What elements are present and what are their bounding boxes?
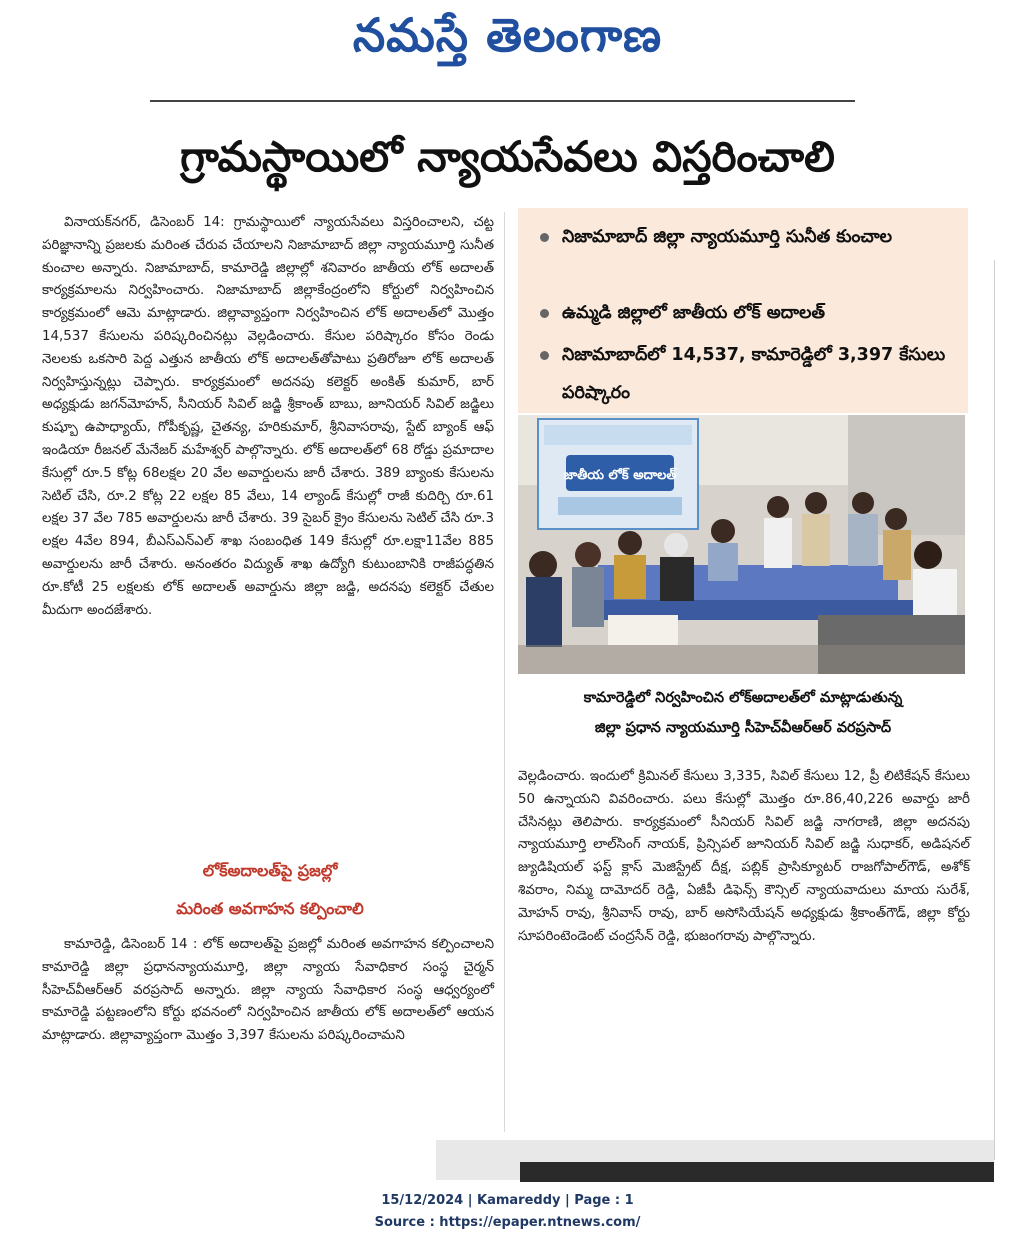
masthead-rule: [150, 100, 855, 102]
photo-banner-text: జాతీయ లోక్ అదాలత్: [563, 468, 677, 483]
page-footer: [0, 1190, 1015, 1234]
highlight-item: నిజామాబాద్‌లో 14,537, కామారెడ్డిలో 3,397 కేసులు పరిష్కారం: [540, 336, 960, 412]
highlight-item: నిజామాబాద్ జిల్లా న్యాయమూర్తి సునీత కుంచాల: [540, 218, 960, 256]
photo-caption: [518, 683, 968, 743]
article-paragraph-3: వెల్లడించారు. ఇందులో క్రిమినల్ కేసులు 3,335, సివిల్ కేసులు 12, ప్రీ లిటికేషన్ కేసులు 50 ఉన్నాయని వివరించారు. పలు కేసుల్లో మొత్తం రూ.86,40,226 అవార్డు జారీ చేసినట్లు తెలిపారు. కార్యక్రమంలో సీనియర్ సివిల్ జడ్జి నాగరాణి, జిల్లా అదనపు న్యాయమూర్తి లాల్‌సింగ్ నాయక్, ప్రిన్సిపల్ జూనియర్ సివిల్ జడ్జి సుధాకర్, అడిషనల్ జ్యుడిషియల్ ఫస్ట్ క్లాస్ మెజిస్ట్రేట్ దీక్ష, పబ్లిక్ ప్రాసిక్యూటర్ రాజగోపాల్‌గౌడ్, అశోక్ శివరాం, నిమ్మ దామోదర్ రెడ్డి, ఏజీపీ డిఫెన్స్ కౌన్సిల్ న్యాయవాదులు మాయ సురేశ్, మోహన్ రావు, శ్రీనివాస్ రావు, బార్ అసోసియేషన్ అధ్యక్షుడు శ్రీకాంత్‌గౌడ్, జిల్లా కోర్టు సూపరింటెండెంట్ చంద్రసేన్ రెడ్డి, భుజంగరావు పాల్గొన్నారు.: [518, 769, 970, 944]
page-edge-line: [994, 260, 995, 1160]
article-headline: గ్రామస్థాయిలో న్యాయసేవలు విస్తరించాలి: [180, 132, 835, 181]
event-photo: [518, 415, 965, 674]
article-paragraph-2: కామారెడ్డి, డిసెంబర్ 14 : లోక్ అదాలత్‌పై ప్రజల్లో మరింత అవగాహన కల్పించాలని కామారెడ్డి జిల్లా ప్రధానన్యాయమూర్తి, జిల్లా న్యాయ సేవాధికార సంస్థ చైర్మన్ సీహెచ్‌వీఆర్‌ఆర్ వరప్రసాద్ అన్నారు. జిల్లా న్యాయ సేవాధికార సంస్థ ఆధ్వర్యంలో కామారెడ్డి పట్టణంలోని కోర్టు భవనంలో నిర్వహించిన జాతీయ లోక్ అదాలత్‌లో ఆయన మాట్లాడారు. జిల్లావ్యాప్తంగా మొత్తం 3,397 కేసులను పరిష్కరించామని: [42, 937, 494, 1044]
subheading-line-2: మరింత అవగాహన కల్పించాలి: [176, 899, 364, 918]
bullet-icon: [540, 233, 549, 242]
column-divider: [504, 212, 505, 1132]
article-body-left: [42, 212, 494, 622]
subheading-line-1: లోక్‌అదాలత్‌పై ప్రజల్లో: [202, 861, 338, 880]
highlight-item: ఉమ్మడి జిల్లాలో జాతీయ లోక్ అదాలత్: [540, 294, 960, 332]
bullet-icon: [540, 351, 549, 360]
article-body-left-2: [42, 934, 494, 1048]
article-paragraph: వినాయక్‌నగర్, డిసెంబర్ 14: గ్రామస్థాయిలో న్యాయసేవలు విస్తరించాలని, చట్ట పరిజ్ఞానాన్ని ప్రజలకు మరింత చేరువ చేయాలని నిజామాబాద్ జిల్లా న్యాయమూర్తి సునీత కుంచాల అన్నారు. నిజామాబాద్, కామారెడ్డి జిల్లాల్లో శనివారం జాతీయ లోక్ అదాలత్ కార్యక్రమాలను నిర్వహించారు. నిజామాబాద్ జిల్లాకేంద్రంలోని కోర్టులో నిర్వహించిన కార్యక్రమంలో ఆమె మాట్లాడారు. జిల్లావ్యాప్తంగా నిర్వహించిన లోక్ అదాలత్‌లో మొత్తం 14,537 కేసులను పరిష్కరించినట్లు వెల్లడించారు. కేసుల పరిష్కారం కోసం రెండు నెలలకు ఒకసారి పెద్ద ఎత్తున జాతీయ లోక్ అదాలత్‌తోపాటు ప్రతిరోజూ లోక్ అదాలత్ నిర్వహిస్తున్నట్లు చెప్పారు. కార్యక్రమంలో అదనపు కలెక్టర్ అంకిత్ కుమార్, బార్ అధ్యక్షుడు జగన్‌మోహన్, సీనియర్ సివిల్ జడ్జి శ్రీకాంత్ బాబు, జూనియర్ సివిల్ జడ్జిలు కుష్బూ ఉపాధ్యాయ్, గోపీకృష్ణ, చైతన్య, హరికుమార్, శ్రీనివాసరావు, స్టేట్ బ్యాంక్ ఆఫ్ ఇండియా రీజనల్ మేనేజర్ మహేశ్వర్ పాల్గొన్నారు. లోక్ అదాలత్‌లో 68 రోడ్డు ప్రమాదాల కేసుల్లో రూ.5 కోట్ల 68లక్షల 20 వేల అవార్డులను జారీ చేశారు. 389 బ్యాంకు కేసులను సెటిల్ చేసి, రూ.2 కోట్ల 22 లక్షల 85 వేలు, 14 ల్యాండ్ కేసుల్లో రాజీ కుదిర్చి రూ.61 లక్షల 37 వేల 785 అవార్డులను జారీ చేశారు. 39 సైబర్ క్రైం కేసులను సెటిల్ చేసి రూ.3 లక్షల 4వేల 894, బీఎస్‌ఎన్‌ఎల్ శాఖ సంబంధిత 149 కేసుల్లో రూ.లక్షా11వేల 885 అవార్డులను జారీ చేశారు. అనంతరం విద్యుత్ శాఖ ఉద్యోగి కుటుంబానికి రాజీపద్ధతిన రూ.కోటీ 25 లక్షలకు లోక్ అదాలత్ అవార్డును జిల్లా జడ్జి, అదనపు కలెక్టర్ చేతుల మీదుగా అందజేశారు.: [42, 215, 495, 618]
article-body-right: [518, 766, 970, 948]
caption-line-1: కామారెడ్డిలో నిర్వహించిన లోక్‌అదాలత్‌లో మాట్లాడుతున్న: [583, 690, 903, 706]
bullet-icon: [540, 309, 549, 318]
newspaper-masthead: నమస్తే తెలంగాణ: [352, 8, 663, 62]
highlights-box: [518, 208, 968, 413]
caption-line-2: జిల్లా ప్రధాన న్యాయమూర్తి సీహెచ్‌వీఆర్‌ఆర్ వరప్రసాద్: [594, 720, 892, 736]
subheading: [44, 852, 496, 928]
footer-date-line: 15/12/2024 | Kamareddy | Page : 1: [381, 1193, 634, 1208]
next-article-photo-dark: [520, 1162, 994, 1182]
footer-source-line[interactable]: Source : https://epaper.ntnews.com/: [374, 1215, 641, 1230]
photo-illustration: [518, 415, 965, 674]
